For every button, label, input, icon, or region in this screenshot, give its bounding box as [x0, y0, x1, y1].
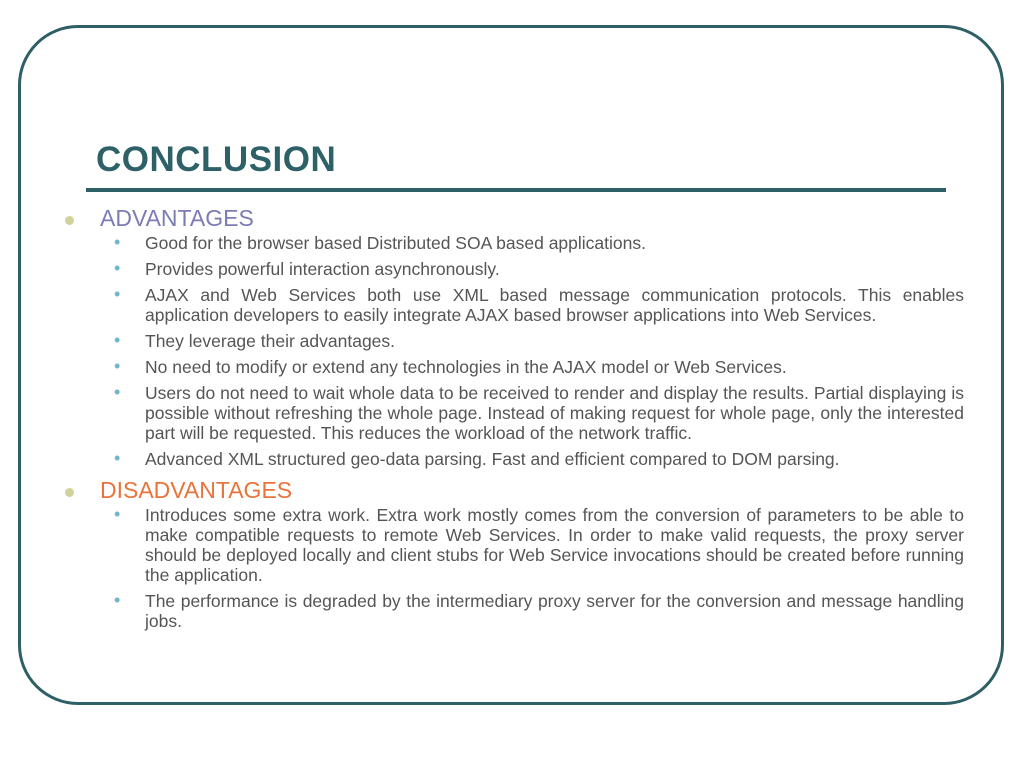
list-item-text: No need to modify or extend any technologies in the AJAX model or Web Services.: [145, 357, 787, 377]
disadvantages-section: [62, 475, 964, 631]
list-item-text: Users do not need to wait whole data to be received to render and display the results. Partial displaying is possible without refreshing the whole page. Instead of making request for whole page, only the interested part will be requested. This reduces the workload of the network traffic.: [145, 383, 964, 443]
slide-content: [62, 203, 964, 637]
list-item-text: Advanced XML structured geo-data parsing. Fast and efficient compared to DOM parsing.: [145, 449, 840, 469]
advantages-list-wrapper: [62, 233, 964, 469]
bullet-icon: •: [114, 330, 121, 350]
advantages-heading: [62, 203, 964, 233]
bullet-icon: •: [114, 448, 121, 468]
list-item: [62, 285, 964, 325]
list-item-text: AJAX and Web Services both use XML based message communication protocols. This enables application developers to easily integrate AJAX based browser applications into Web Services.: [145, 285, 964, 325]
list-item: [62, 449, 964, 469]
bullet-icon: •: [114, 382, 121, 402]
list-item: [62, 259, 964, 279]
list-item: [62, 357, 964, 377]
advantages-section: [62, 203, 964, 469]
list-item: [62, 505, 964, 585]
bullet-icon: •: [114, 504, 121, 524]
bullet-icon: •: [114, 590, 121, 610]
list-item: [62, 383, 964, 443]
list-item-text: They leverage their advantages.: [145, 331, 396, 351]
advantages-list: [62, 233, 964, 469]
list-item: [62, 233, 964, 253]
list-item: [62, 331, 964, 351]
list-item-text: Good for the browser based Distributed SOA based applications.: [145, 233, 646, 253]
slide-title: CONCLUSION: [96, 140, 337, 179]
list-item-text: Provides powerful interaction asynchronously.: [145, 259, 500, 279]
bullet-icon: •: [114, 356, 121, 376]
disadvantages-list: [62, 505, 964, 631]
title-underline: [86, 188, 946, 192]
disadvantages-list-wrapper: [62, 505, 964, 631]
bullet-icon: •: [114, 258, 121, 278]
bullet-icon: •: [114, 232, 121, 252]
disadvantages-heading: [62, 475, 964, 505]
bullet-dot-icon: [65, 216, 74, 225]
bullet-dot-icon: [65, 488, 74, 497]
advantages-heading-text: ADVANTAGES: [100, 205, 254, 231]
list-item-text: Introduces some extra work. Extra work mostly comes from the conversion of parameters to be able to make compatible requests to remote Web Services. In order to make valid requests, the proxy server should be deployed locally and client stubs for Web Service invocations should be created before running the application.: [145, 505, 964, 585]
disadvantages-heading-text: DISADVANTAGES: [100, 477, 293, 503]
list-item-text: The performance is degraded by the intermediary proxy server for the conversion and message handling jobs.: [145, 591, 964, 631]
list-item: [62, 591, 964, 631]
bullet-icon: •: [114, 284, 121, 304]
